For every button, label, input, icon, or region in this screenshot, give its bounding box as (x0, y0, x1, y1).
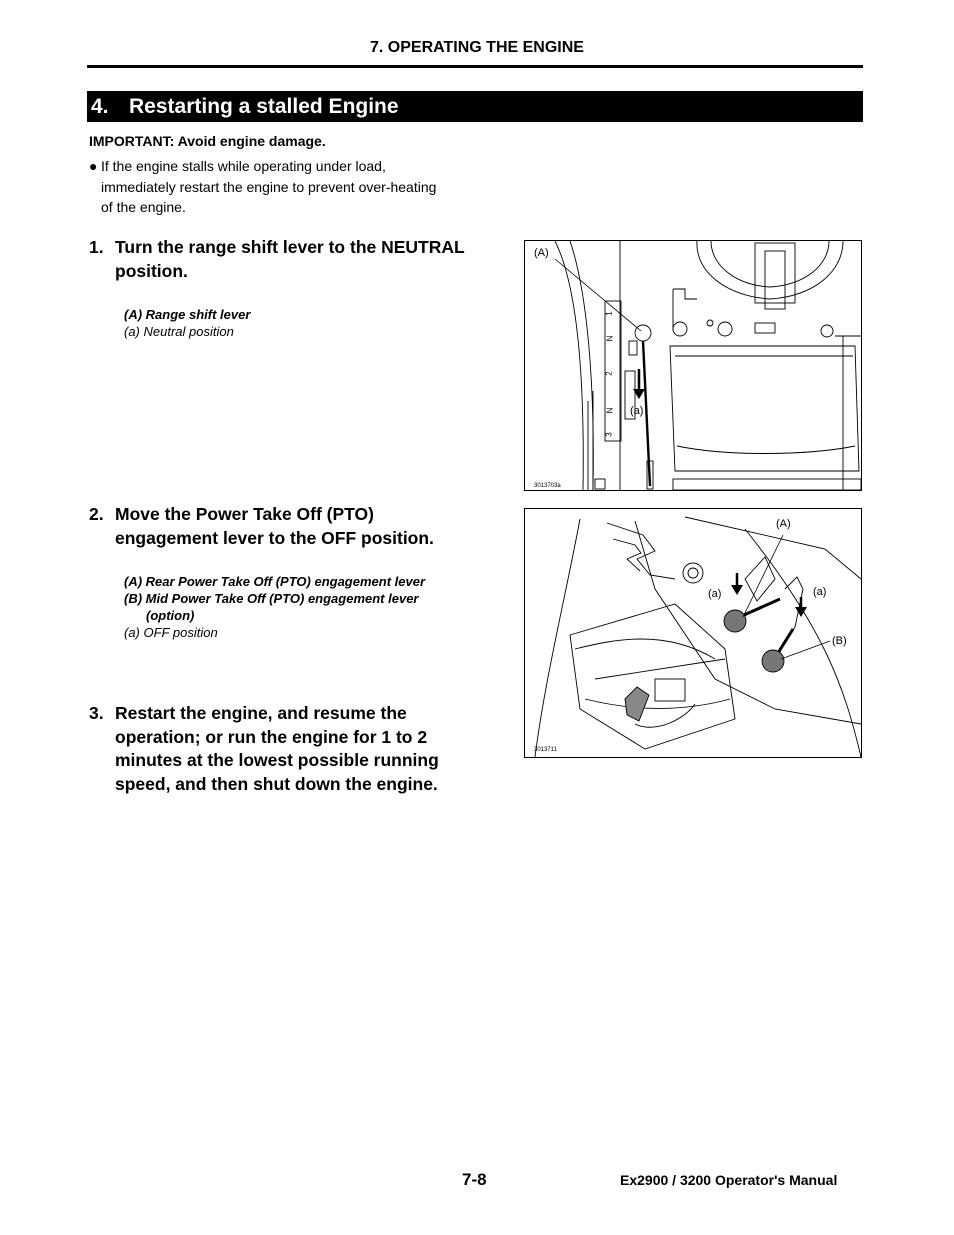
legend-item: (B) Mid Power Take Off (PTO) engagement lever (124, 591, 419, 606)
chapter-header: 7. OPERATING THE ENGINE (370, 39, 584, 56)
legend-item: (A) Range shift lever (124, 307, 251, 322)
step-line: Restart the engine, and resume the (115, 703, 407, 723)
step-line: speed, and then shut down the engine. (115, 773, 438, 794)
step-text (115, 503, 505, 550)
step-line: minutes at the lowest possible running (115, 750, 439, 770)
callout-B: (B) (832, 635, 847, 647)
figure-code: 3013703a (534, 483, 561, 489)
callout-A: (A) (534, 247, 549, 259)
pto-engagement-lever-illustration-icon (525, 509, 861, 757)
section-title: Restarting a stalled Engine (129, 95, 399, 118)
step-line: operation; or run the engine for 1 to 2 (115, 726, 428, 747)
step-line: engagement lever to the OFF position. (115, 527, 434, 548)
range-shift-lever-illustration-icon (525, 241, 861, 490)
gate-mark: 2 (604, 371, 614, 376)
important-bullet-text (101, 156, 491, 218)
section-number: 4. (91, 95, 109, 118)
step-1-legend (124, 306, 250, 340)
callout-a: (a) (630, 405, 644, 417)
step-number: 1. (89, 237, 104, 257)
callout-A: (A) (776, 518, 791, 530)
step-number: 2. (89, 504, 104, 524)
important-title: IMPORTANT: Avoid engine damage. (89, 133, 326, 149)
legend-item: (option) (146, 608, 195, 623)
gate-mark: 3 (604, 432, 614, 437)
step-line: Turn the range shift lever to the NEUTRAL (115, 237, 465, 257)
figure-code: 3013711 (534, 747, 557, 753)
legend-item: (a) OFF position (124, 625, 218, 640)
step-text (115, 236, 505, 283)
important-line: immediately restart the engine to prevent over-heating (101, 178, 437, 195)
gate-mark: N (605, 407, 615, 414)
gate-mark: N (605, 335, 615, 342)
step-2-legend (124, 573, 425, 641)
bullet-icon: ● (89, 158, 98, 174)
callout-a-left: (a) (708, 588, 722, 600)
figure-pto-engagement-lever (524, 508, 862, 758)
important-line: of the engine. (101, 199, 186, 215)
step-number: 3. (89, 703, 104, 723)
callout-a-right: (a) (813, 586, 827, 598)
gate-mark: 1 (604, 311, 614, 316)
legend-item: (A) Rear Power Take Off (PTO) engagement lever (124, 574, 426, 589)
step-text (115, 702, 505, 796)
legend-item: (a) Neutral position (124, 324, 234, 339)
step-line: position. (115, 260, 188, 281)
header-rule (87, 65, 863, 68)
section-title-bar (87, 91, 863, 122)
manual-title: Ex2900 / 3200 Operator's Manual (620, 1172, 838, 1188)
figure-range-shift-lever (524, 240, 862, 491)
page-number: 7-8 (462, 1170, 487, 1189)
step-line: Move the Power Take Off (PTO) (115, 504, 374, 524)
important-line: If the engine stalls while operating under load, (101, 158, 386, 174)
